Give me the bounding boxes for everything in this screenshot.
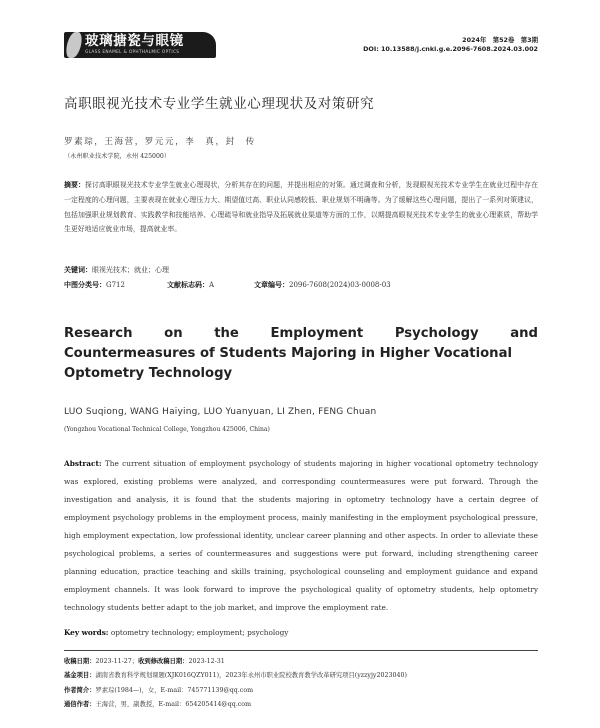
abstract-cn — [64, 178, 538, 237]
journal-logo — [64, 32, 216, 58]
abstract-en-label: Abstract: — [64, 459, 102, 468]
issue-info — [363, 36, 538, 54]
lens-logo-icon — [64, 32, 84, 58]
abstract-en — [64, 455, 538, 617]
affiliation-cn: （永州职业技术学院，永州 425000） — [64, 153, 171, 160]
title-en-line-3: Optometry Technology — [64, 366, 233, 381]
abstract-en-text: The current situation of employment psychology of students majoring in higher vocational optometry technology was explored, existing problems were analyzed, and corresponding countermeasures were put forward. Through the investigation and analysis, it is found that the students majoring in optometry technology have a certain degree of employment psychology problems in the employment process, mainly manifesting in the employment psychological pressure, high employment expectation, low professional identity, unclear career planning and other aspects. In order to alleviate these psychological problems, a series of countermeasures and suggestions were put forward, including strengthening career planning education, practice teaching and skills training, psychological counseling and employment guidance and expand employment channels. It was look forward to improve the psychological quality of optometry students, help optometry technology students better adapt to the job market, and improve the employment rate. — [64, 459, 539, 612]
title-en-word: and — [510, 326, 538, 341]
author-bio-line — [64, 684, 538, 698]
doc-code-group — [167, 280, 214, 290]
article-no-value: 2096-7608(2024)03-0008-03 — [289, 281, 391, 289]
clc-label: 中图分类号： — [64, 281, 106, 289]
title-en-line-1 — [64, 324, 538, 344]
received-label: 收稿日期： — [64, 658, 96, 665]
title-en — [64, 324, 538, 384]
received-date: 2023-11-27； — [95, 658, 139, 665]
title-en-word: Research — [64, 326, 133, 341]
affiliation-en: (Yongzhou Vocational Technical College, Yongzhou 425006, China) — [64, 426, 270, 433]
abstract-cn-label: 摘要： — [64, 181, 85, 189]
corresponding-label: 通信作者： — [64, 701, 96, 709]
keywords-cn — [64, 265, 169, 275]
authors-en: LUO Suqiong, WANG Haiying, LUO Yuanyuan, LI Zhen, FENG Chuan — [64, 407, 377, 417]
footnotes — [64, 655, 538, 713]
keywords-en — [64, 628, 288, 637]
authors-cn: 罗素琮，王海营，罗元元，李 真，封 传 — [64, 137, 256, 147]
title-en-word: on — [164, 326, 183, 341]
title-en-word: Psychology — [394, 326, 479, 341]
keywords-cn-label: 关键词： — [64, 266, 92, 274]
doi: DOI: 10.13588/j.cnki.g.e.2096-7608.2024.03.002 — [363, 45, 538, 53]
title-cn: 高职眼视光技术专业学生就业心理现状及对策研究 — [64, 96, 375, 112]
dates-line — [64, 655, 538, 669]
keywords-en-label: Key words: — [64, 628, 109, 637]
corresponding-text: 王海营，男，副教授，E-mail：654205414@qq.com — [95, 701, 252, 709]
title-en-word: the — [214, 326, 239, 341]
fund-text: 湖南省教育科学规划课题(XJK016QZY011)，2023年永州市职业院校教育教学改革研究项目(yzzyjy2023040) — [95, 672, 407, 680]
article-no-label: 文章编号： — [254, 281, 289, 289]
fund-label: 基金项目： — [64, 672, 96, 680]
revised-date: 2023-12-31 — [188, 658, 225, 665]
keywords-cn-text: 眼视光技术；就业；心理 — [92, 266, 169, 274]
author-bio-label: 作者简介： — [64, 686, 96, 694]
clc-group — [64, 280, 125, 290]
fund-line — [64, 669, 538, 683]
author-bio-text: 罗素琮(1984—)，女，E-mail：745771139@qq.com — [95, 686, 254, 694]
title-en-line-2: Countermeasures of Students Majoring in Higher Vocational — [64, 346, 512, 361]
abstract-cn-text: 探讨高职眼视光技术专业学生就业心理现状，分析其存在的问题，并提出相应的对策。通过调查和分析，发现眼视光技术专业学生在就业过程中存在一定程度的心理问题，主要表现在就业心理压力大、期望值过高、职业认同感较低、职业规划不明确等。为了缓解这些心理问题，提出了一系列对策建议，包括加强职业规划教育、实践教学和技能培养、心理疏导和就业指导及拓展就业渠道等方面的工作，以期提高眼视光技术专业学生的就业心理素质，帮助学生更好地适应就业市场，提高就业率。 — [64, 181, 539, 234]
revised-label: 收到修改稿日期： — [138, 658, 189, 665]
article-no-group — [254, 280, 391, 290]
corresponding-line — [64, 698, 538, 712]
journal-name-en: GLASS ENAMEL & OPHTHALMIC OPTICS — [85, 49, 180, 55]
journal-name-cn: 玻璃搪瓷与眼镜 — [85, 33, 184, 50]
issue-volume: 2024年 第52卷 第3期 — [462, 36, 538, 44]
keywords-en-text: optometry technology; employment; psychology — [110, 628, 289, 637]
footnote-divider — [64, 650, 538, 651]
title-en-word: Employment — [270, 326, 364, 341]
doc-code-label: 文献标志码： — [167, 281, 209, 289]
doc-code-value: A — [209, 281, 215, 289]
clc-value: G712 — [106, 281, 125, 289]
